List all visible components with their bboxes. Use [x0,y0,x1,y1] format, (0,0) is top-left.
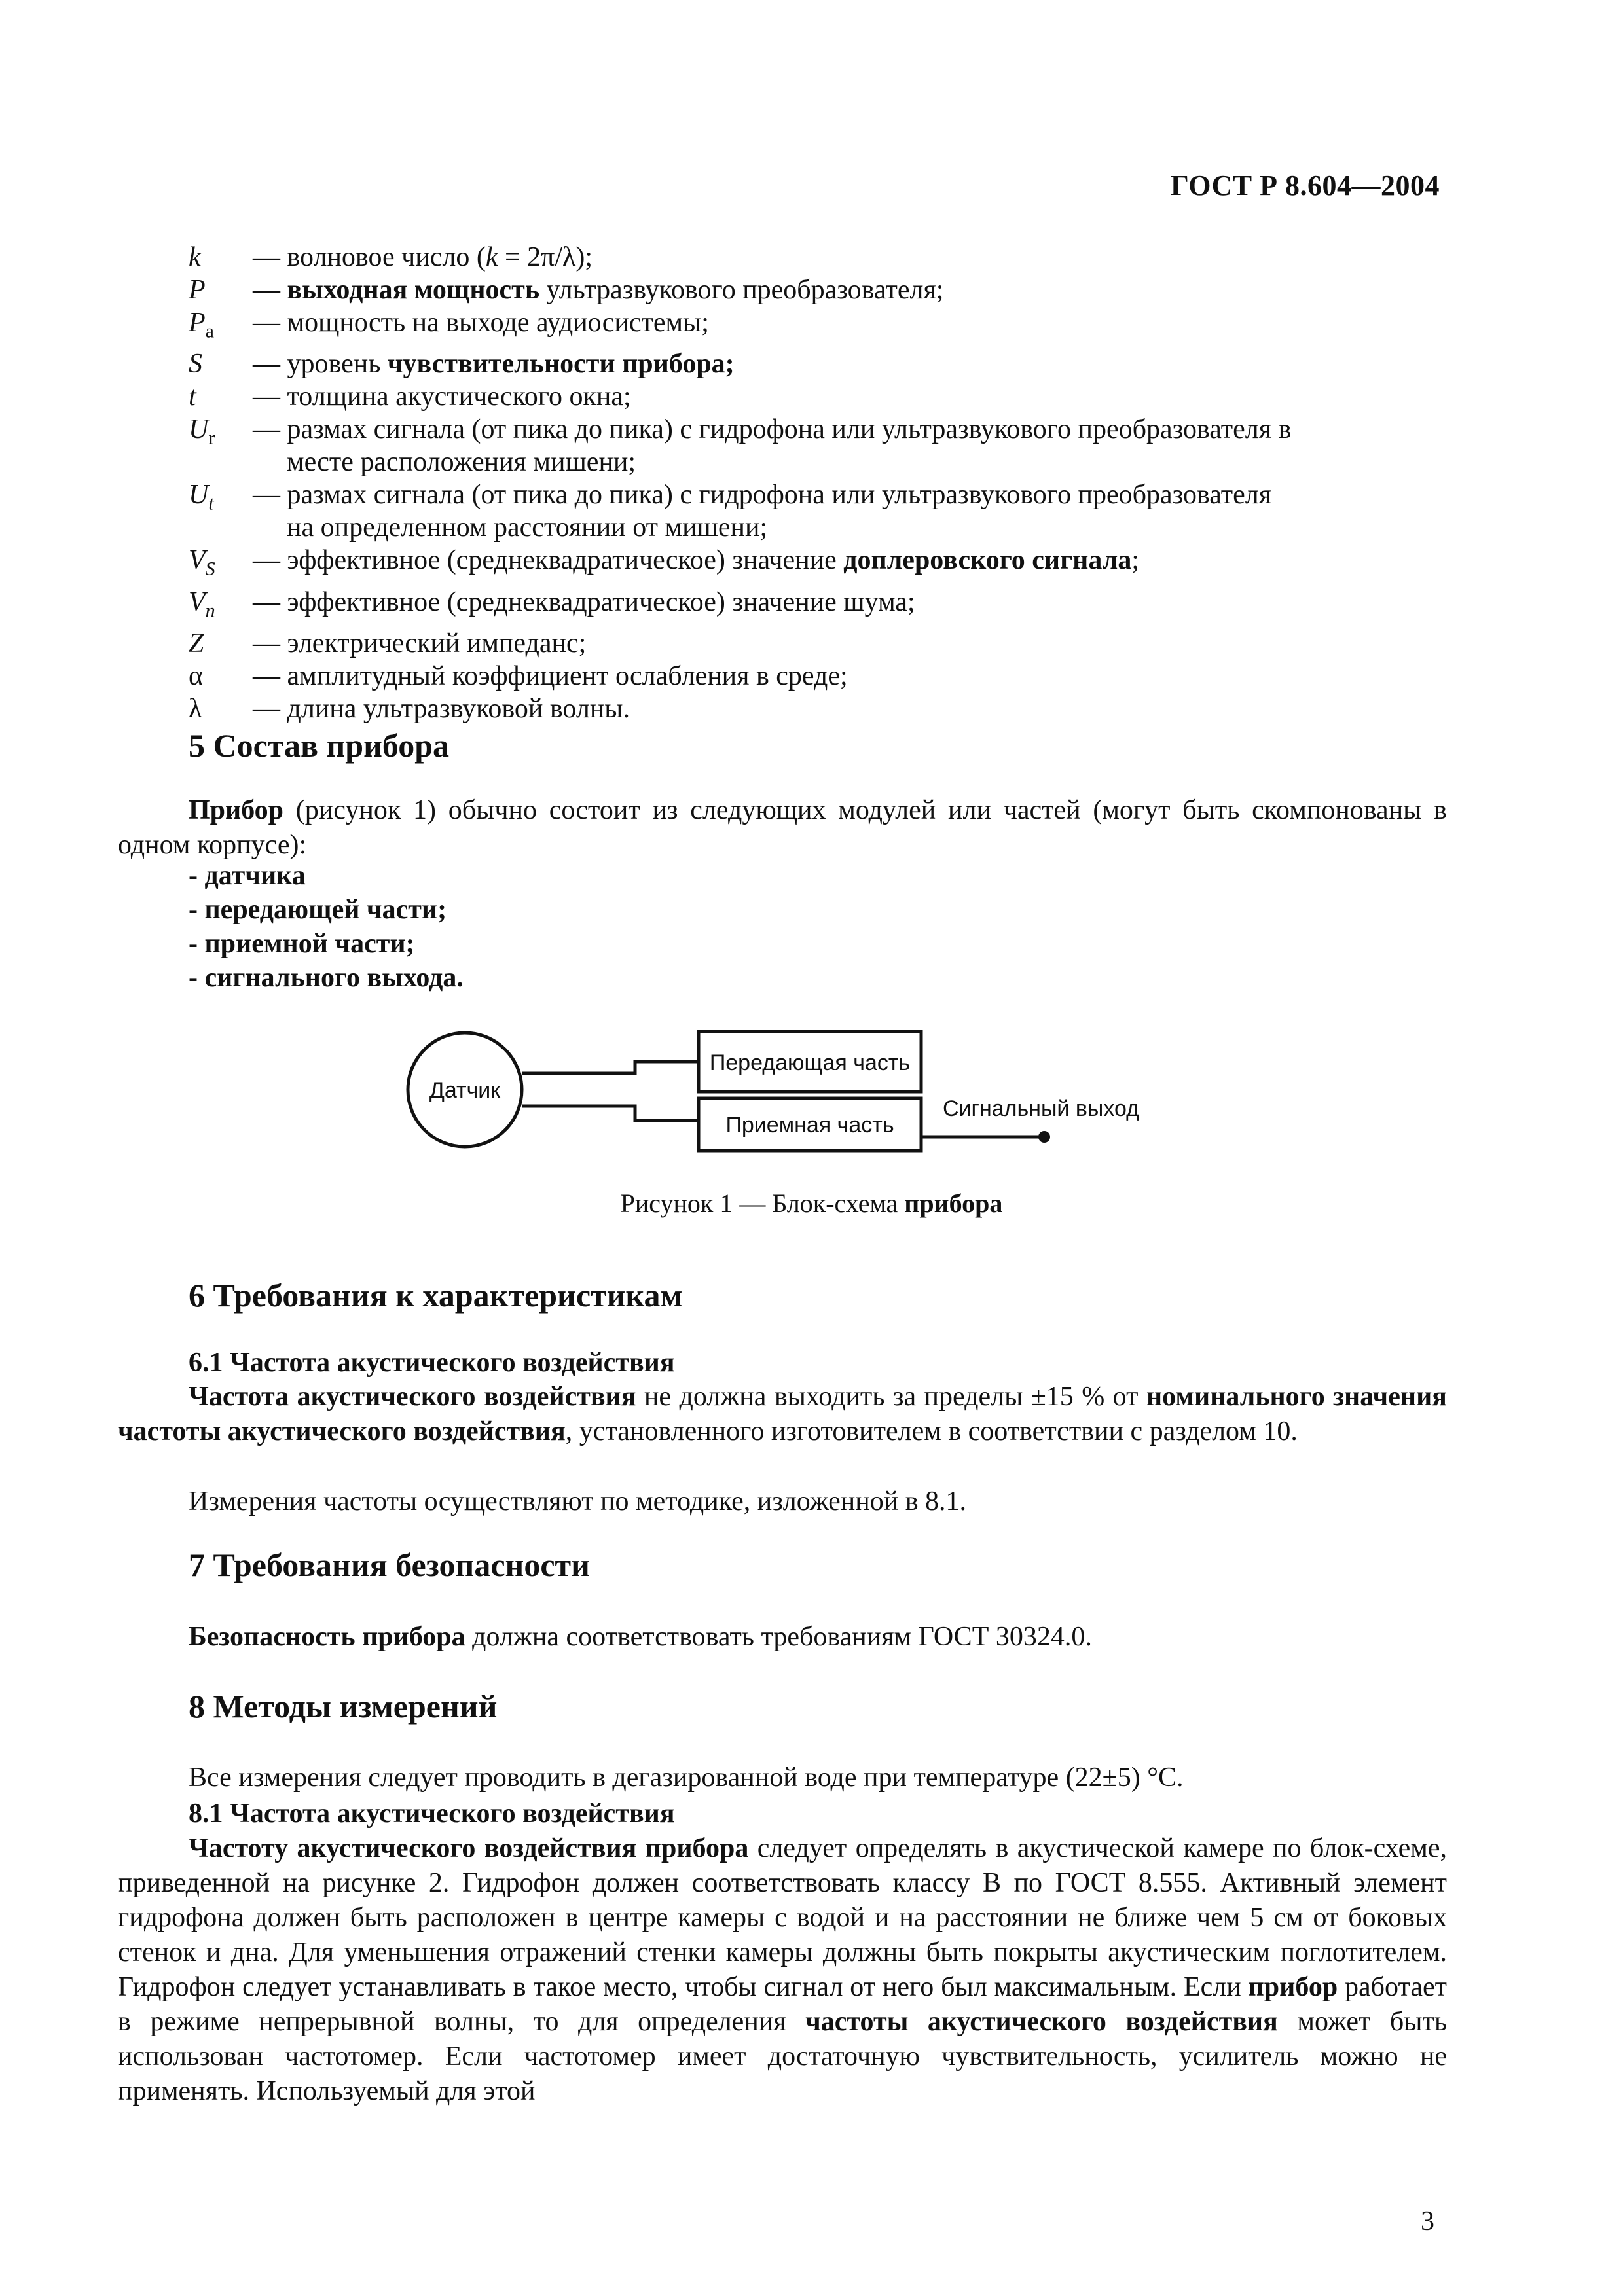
list-item: - передающей части; [189,895,447,925]
section-5-paragraph: Прибор (рисунок 1) обычно состоит из следующих модулей или частей (могут быть скомпонованы в одном корпусе): [118,795,1447,860]
legend-row [189,544,1455,585]
legend-row [189,660,1455,692]
list-item: - приемной части; [189,929,415,959]
legend-symbol: λ [189,694,202,725]
list-item: - датчика [189,861,306,891]
section-7-heading: 7 Требования безопасности [189,1547,590,1583]
legend-row [189,413,1455,478]
section-8-paragraph: Все измерения следует проводить в дегазированной воде при температуре (22±5) °C. [189,1763,1184,1793]
section-6-heading: 6 Требования к характеристикам [189,1277,683,1314]
legend-symbol: α [189,661,204,692]
legend-row [189,274,1455,306]
legend-description: — выходная мощность ультразвукового преобразователя; [253,275,944,305]
legend-description: — эффективное (среднеквадратическое) значение доплеровского сигнала; [253,545,1139,576]
page-header: ГОСТ Р 8.604—2004 [1170,170,1440,202]
output-dot [1038,1131,1050,1143]
legend-symbol: t [189,382,196,412]
page-number: 3 [1421,2206,1434,2236]
sensor-label: Датчик [429,1078,501,1103]
legend-description: — электрический импеданс; [253,628,587,659]
legend-symbol: k [189,242,201,272]
legend-row [189,380,1455,413]
legend-symbol: $U_r$ [189,414,215,449]
legend-row [189,586,1455,627]
section-8-heading: 8 Методы измерений [189,1688,498,1725]
legend-row [189,692,1455,725]
list-item: - сигнального выхода. [189,963,464,993]
section-5-heading: 5 Состав прибора [189,727,450,764]
rx-connector [522,1106,699,1121]
legend-description: — толщина акустического окна; [253,382,631,412]
legend-symbol: $U_t$ [189,480,214,514]
legend-symbol: $P_a$ [189,308,214,342]
subsection-8-1-heading: 8.1 Частота акустического воздействия [189,1799,675,1829]
subsection-6-1-heading: 6.1 Частота акустического воздействия [189,1348,675,1378]
section-6-paragraph-2: Измерения частоты осуществляют по методике, изложенной в 8.1. [189,1486,967,1516]
legend-description: — уровень чувствительности прибора; [253,349,735,380]
legend-symbol: S [189,349,202,380]
legend-row [189,348,1455,380]
legend-description: — размах сигнала (от пика до пика) с гидрофона или ультразвукового преобразователя в месте расположения мишени; [253,414,1292,478]
legend-row [189,241,1455,274]
rx-label: Приемная часть [725,1113,894,1138]
section-6-paragraph: Частота акустического воздействия не должна выходить за пределы ±15 % от номинального значения частоты акустического воздействия, установленного изготовителем в соответствии с разделом 10. [118,1382,1448,1446]
legend-description: — размах сигнала (от пика до пика) с гидрофона или ультразвукового преобразователя на определенном расстоянии от мишени; [253,480,1272,543]
tx-label: Передающая часть [709,1050,911,1075]
legend-symbol: $V_S$ [189,545,215,580]
legend-row [189,478,1455,544]
output-label: Сигнальный выход [943,1096,1139,1121]
figure-caption: Рисунок 1 — Блок-схема прибора [620,1189,1003,1218]
legend-description: — амплитудный коэффициент ослабления в среде; [253,661,848,692]
section-8-1-paragraph: Частоту акустического воздействия прибора следует определять в акустической камере по блок-схеме, приведенной на рисунке 2. Гидрофон должен соответствовать классу В по ГОСТ 8.555. Активный элемент гидрофона должен быть расположен в центре камеры с водой и на расстоянии не ближе чем 5 см от боковых стенок и дна. Для уменьшения отражений стенки камеры должны быть покрыты акустическим поглотителем. Гидрофон следует устанавливать в такое место, чтобы сигнал от него был максимальным. Если прибор работает в режиме непрерывной волны, то для определения частоты акустического воздействия может быть использован частотомер. Если частотомер имеет достаточную чувствительность, усилитель можно не применять. Используемый для этой [118,1833,1448,2106]
legend-symbol: $V_n$ [189,586,215,622]
block-diagram [406,1008,1192,1165]
tx-connector [522,1062,699,1073]
legend-symbol: Z [189,628,204,659]
legend-description: — эффективное (среднеквадратическое) значение шума; [253,586,915,617]
legend-symbol: P [189,275,206,305]
module-list [189,859,464,995]
section-7-paragraph: Безопасность прибора должна соответствовать требованиям ГОСТ 30324.0. [189,1622,1092,1652]
legend-description: — длина ультразвуковой волны. [253,694,630,725]
legend-description: — мощность на выходе аудиосистемы; [253,308,709,338]
legend-row [189,627,1455,660]
legend-row [189,306,1455,348]
legend-description: — волновое число (k = 2π/λ); [253,242,593,272]
symbol-legend [189,241,1455,725]
